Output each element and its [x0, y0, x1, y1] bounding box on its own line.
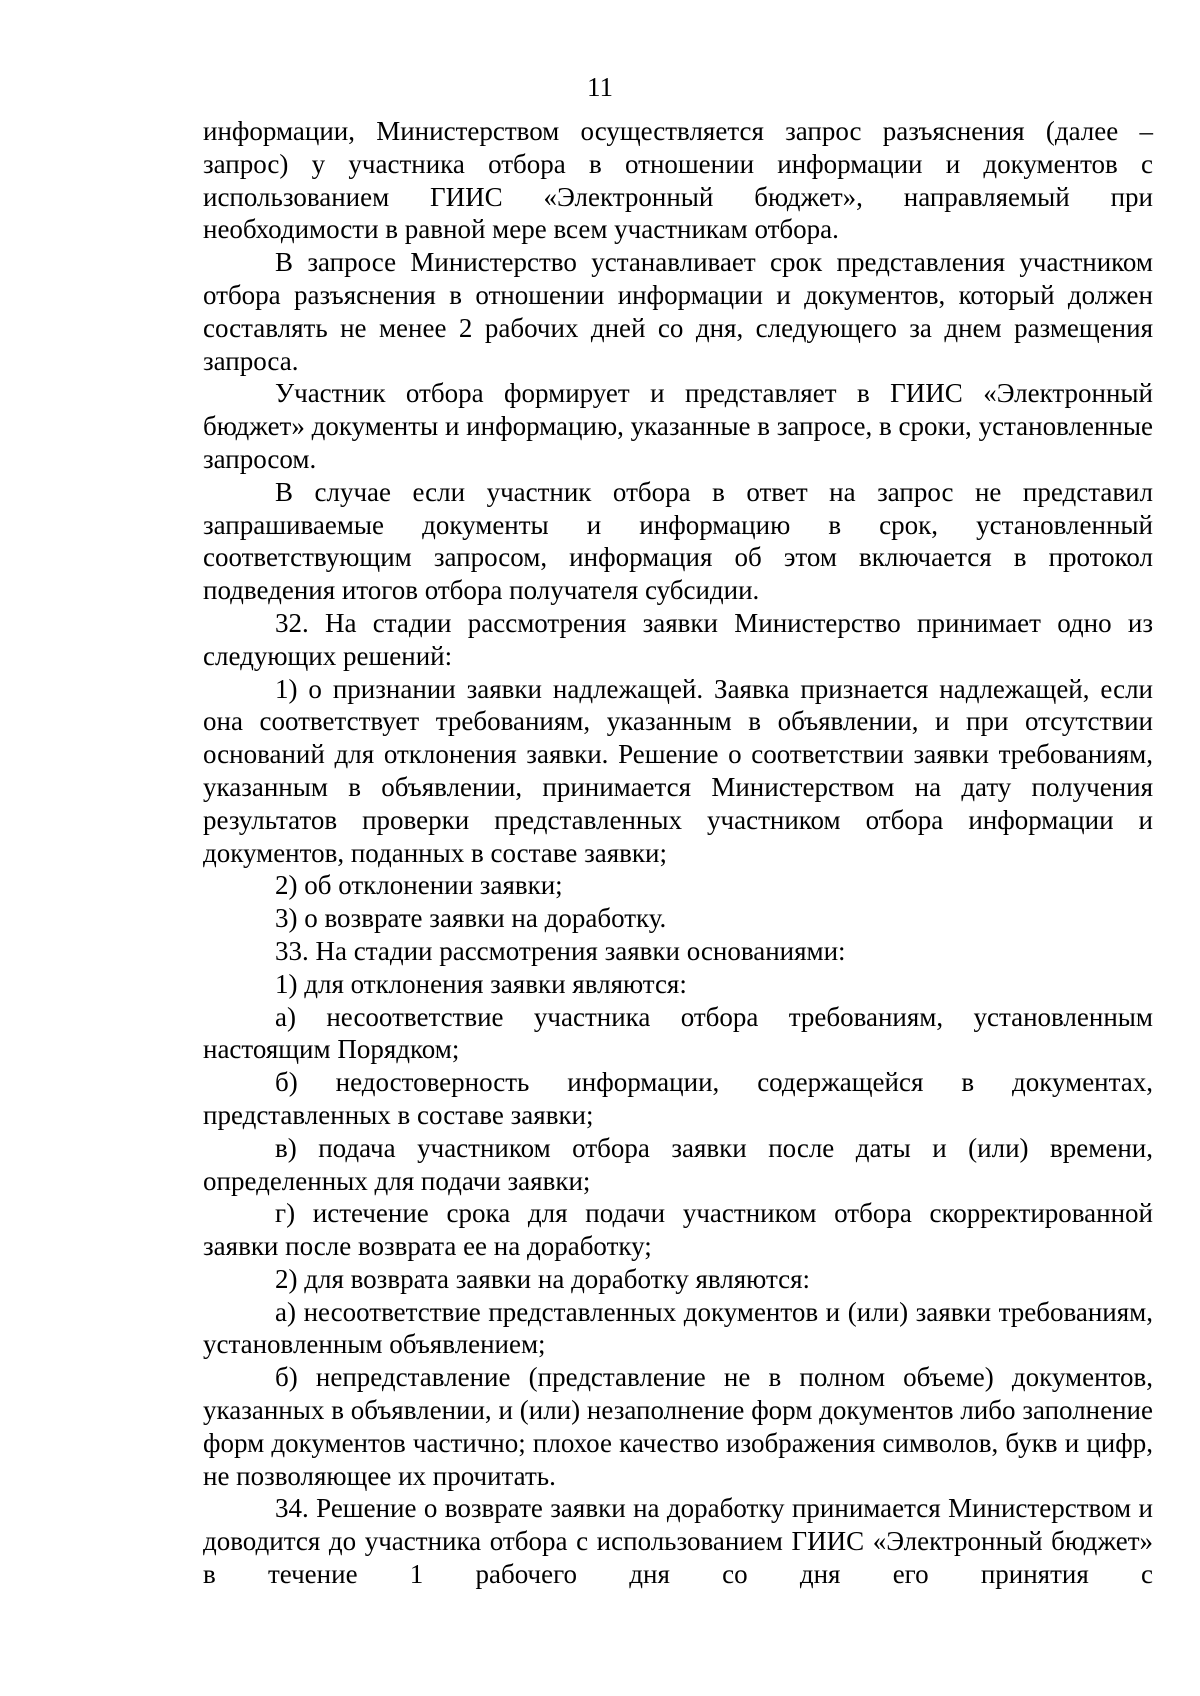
paragraph: информации, Министерством осуществляется запрос разъяснения (далее – запрос) у участника отбора в отношении информации и документов с использованием ГИИС «Электронный бюджет», направляемый при необходимости в равной мере всем участникам отбора. — [203, 116, 1153, 245]
paragraph: г) истечение срока для подачи участником отбора скорректированной заявки после возврата ее на доработку; — [203, 1198, 1153, 1262]
paragraph: 1) для отклонения заявки являются: — [275, 968, 687, 999]
page-number: 11 — [587, 72, 613, 102]
paragraph: В случае если участник отбора в ответ на запрос не представил запрашиваемые документы и информацию в срок, установленный соответствующим запросом, информация об этом включается в протокол подведения итогов отбора получателя субсидии. — [203, 476, 1153, 606]
paragraph: Участник отбора формирует и представляет в ГИИС «Электронный бюджет» документы и информацию, указанные в запросе, в сроки, установленные запросом. — [203, 378, 1153, 474]
paragraph: 2) об отклонении заявки; — [275, 870, 563, 901]
paragraph: б) недостоверность информации, содержащейся в документах, представленных в составе заявки; — [203, 1067, 1153, 1130]
paragraph: 3) о возврате заявки на доработку. — [275, 903, 667, 934]
paragraph: 2) для возврата заявки на доработку являются: — [275, 1263, 811, 1294]
paragraph: б) непредставление (представление не в полном объеме) документов, указанных в объявлении, и (или) незаполнение форм документов либо заполнение форм документов частично; плохое качество изображения символов, букв и цифр, не позволяющее их прочитать. — [203, 1362, 1153, 1491]
paragraph: а) несоответствие участника отбора требованиям, установленным настоящим Порядком; — [203, 1001, 1153, 1065]
paragraph: в) подача участником отбора заявки после даты и (или) времени, определенных для подачи заявки; — [203, 1132, 1153, 1196]
paragraph: 34. Решение о возврате заявки на доработку принимается Министерством и доводится до участника отбора с использованием ГИИС «Электронный бюджет» в течение 1 рабочего дня со дня его принятия с — [203, 1493, 1153, 1590]
paragraph: 33. На стадии рассмотрения заявки основаниями: — [275, 935, 846, 966]
paragraph: 1) о признании заявки надлежащей. Заявка признается надлежащей, если она соответствует требованиям, указанным в объявлении, и при отсутствии оснований для отклонения заявки. Решение о соответствии заявки требованиям, указанным в объявлении, принимается Министерством на дату получения результатов проверки представленных участником отбора информации и документов, поданных в составе заявки; — [203, 673, 1153, 868]
document-body — [203, 115, 1153, 1591]
paragraph: 32. На стадии рассмотрения заявки Министерство принимает одно из следующих решений: — [203, 607, 1153, 671]
paragraph: В запросе Министерство устанавливает срок представления участником отбора разъяснения в отношении информации и документов, который должен составлять не менее 2 рабочих дней со дня, следующего за днем размещения запроса. — [203, 247, 1153, 376]
paragraph: а) несоответствие представленных документов и (или) заявки требованиям, установленным объявлением; — [203, 1296, 1153, 1360]
